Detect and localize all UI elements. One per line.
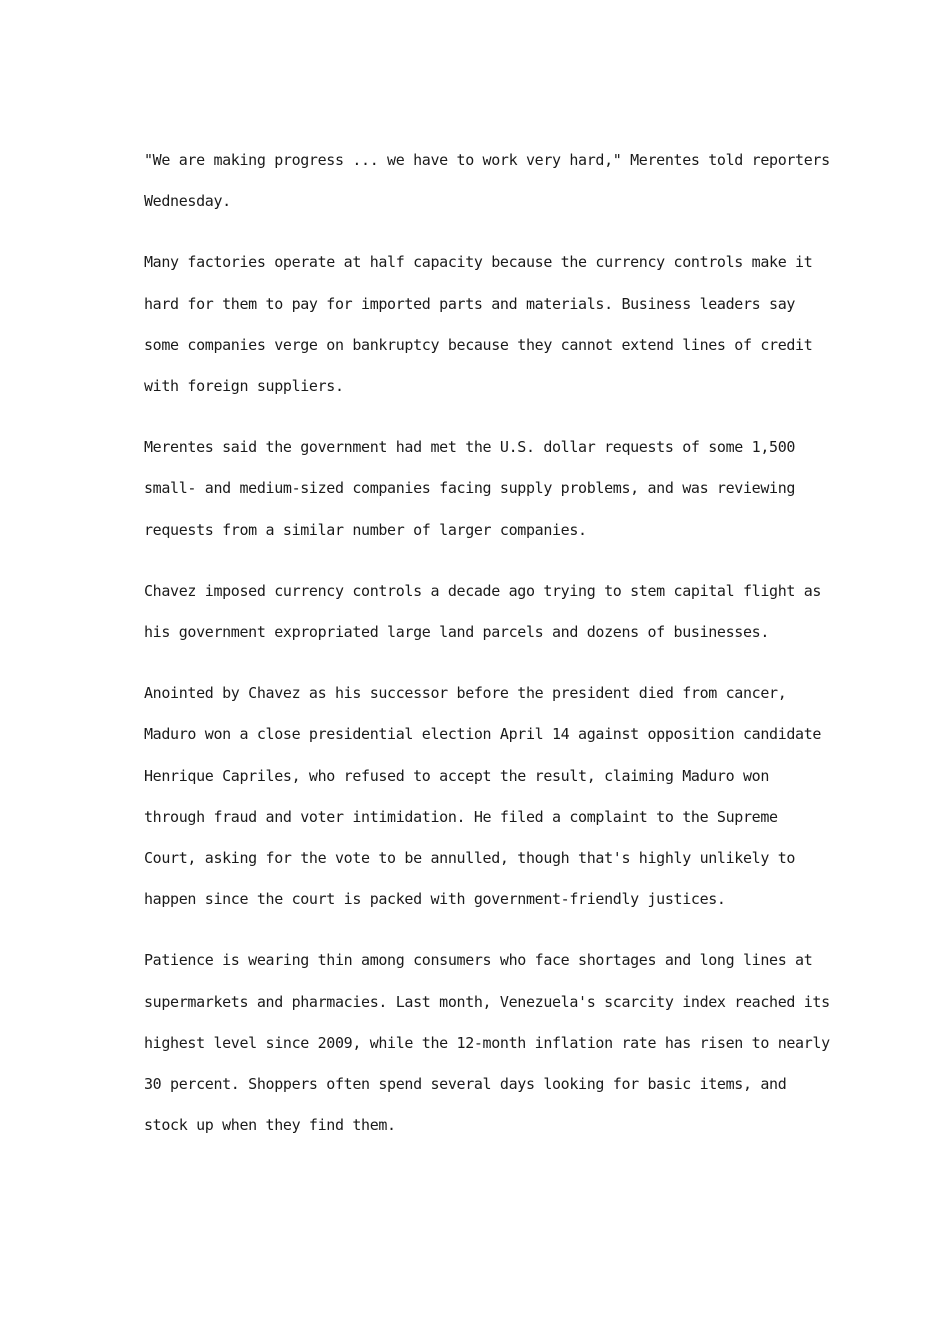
text-line: hard for them to pay for imported parts and materials. Business leaders say [144, 294, 796, 313]
paragraph-2 [144, 242, 824, 407]
paragraph-1 [144, 140, 830, 222]
text-line: requests from a similar number of larger companies. [144, 520, 587, 539]
text-line: his government expropriated large land parcels and dozens of businesses. [144, 623, 770, 642]
paragraph-3 [144, 427, 824, 551]
article-body [144, 140, 830, 1166]
text-line: some companies verge on bankruptcy because they cannot extend lines of credit [144, 335, 813, 354]
text-line: Maduro won a close presidential election April 14 against opposition candidate [144, 725, 822, 744]
paragraph-5 [144, 673, 824, 920]
text-line: Wednesday. [144, 192, 231, 211]
text-line: Patience is wearing thin among consumers who face shortages and long lines at [144, 951, 813, 970]
text-line: through fraud and voter intimidation. He filed a complaint to the Supreme [144, 807, 778, 826]
text-line: Anointed by Chavez as his successor before the president died from cancer, [144, 684, 787, 703]
text-line: happen since the court is packed with government-friendly justices. [144, 890, 726, 909]
paragraph-6 [144, 940, 830, 1146]
text-line: Court, asking for the vote to be annulled, though that's highly unlikely to [144, 849, 796, 868]
text-line: Merentes said the government had met the U.S. dollar requests of some 1,500 [144, 438, 796, 457]
paragraph-4 [144, 571, 824, 653]
text-line: highest level since 2009, while the 12-month inflation rate has risen to nearly [144, 1033, 830, 1052]
text-line: with foreign suppliers. [144, 377, 344, 396]
text-line: Chavez imposed currency controls a decade ago trying to stem capital flight as [144, 581, 822, 600]
text-line: Many factories operate at half capacity because the currency controls make it [144, 253, 813, 272]
text-line: supermarkets and pharmacies. Last month, Venezuela's scarcity index reached its [144, 992, 830, 1011]
text-line: small- and medium-sized companies facing supply problems, and was reviewing [144, 479, 796, 498]
text-line: Henrique Capriles, who refused to accept the result, claiming Maduro won [144, 766, 770, 785]
text-line: 30 percent. Shoppers often spend several days looking for basic items, and [144, 1075, 787, 1094]
text-line: stock up when they find them. [144, 1116, 396, 1135]
text-line: "We are making progress ... we have to work very hard," Merentes told reporters [144, 151, 830, 169]
